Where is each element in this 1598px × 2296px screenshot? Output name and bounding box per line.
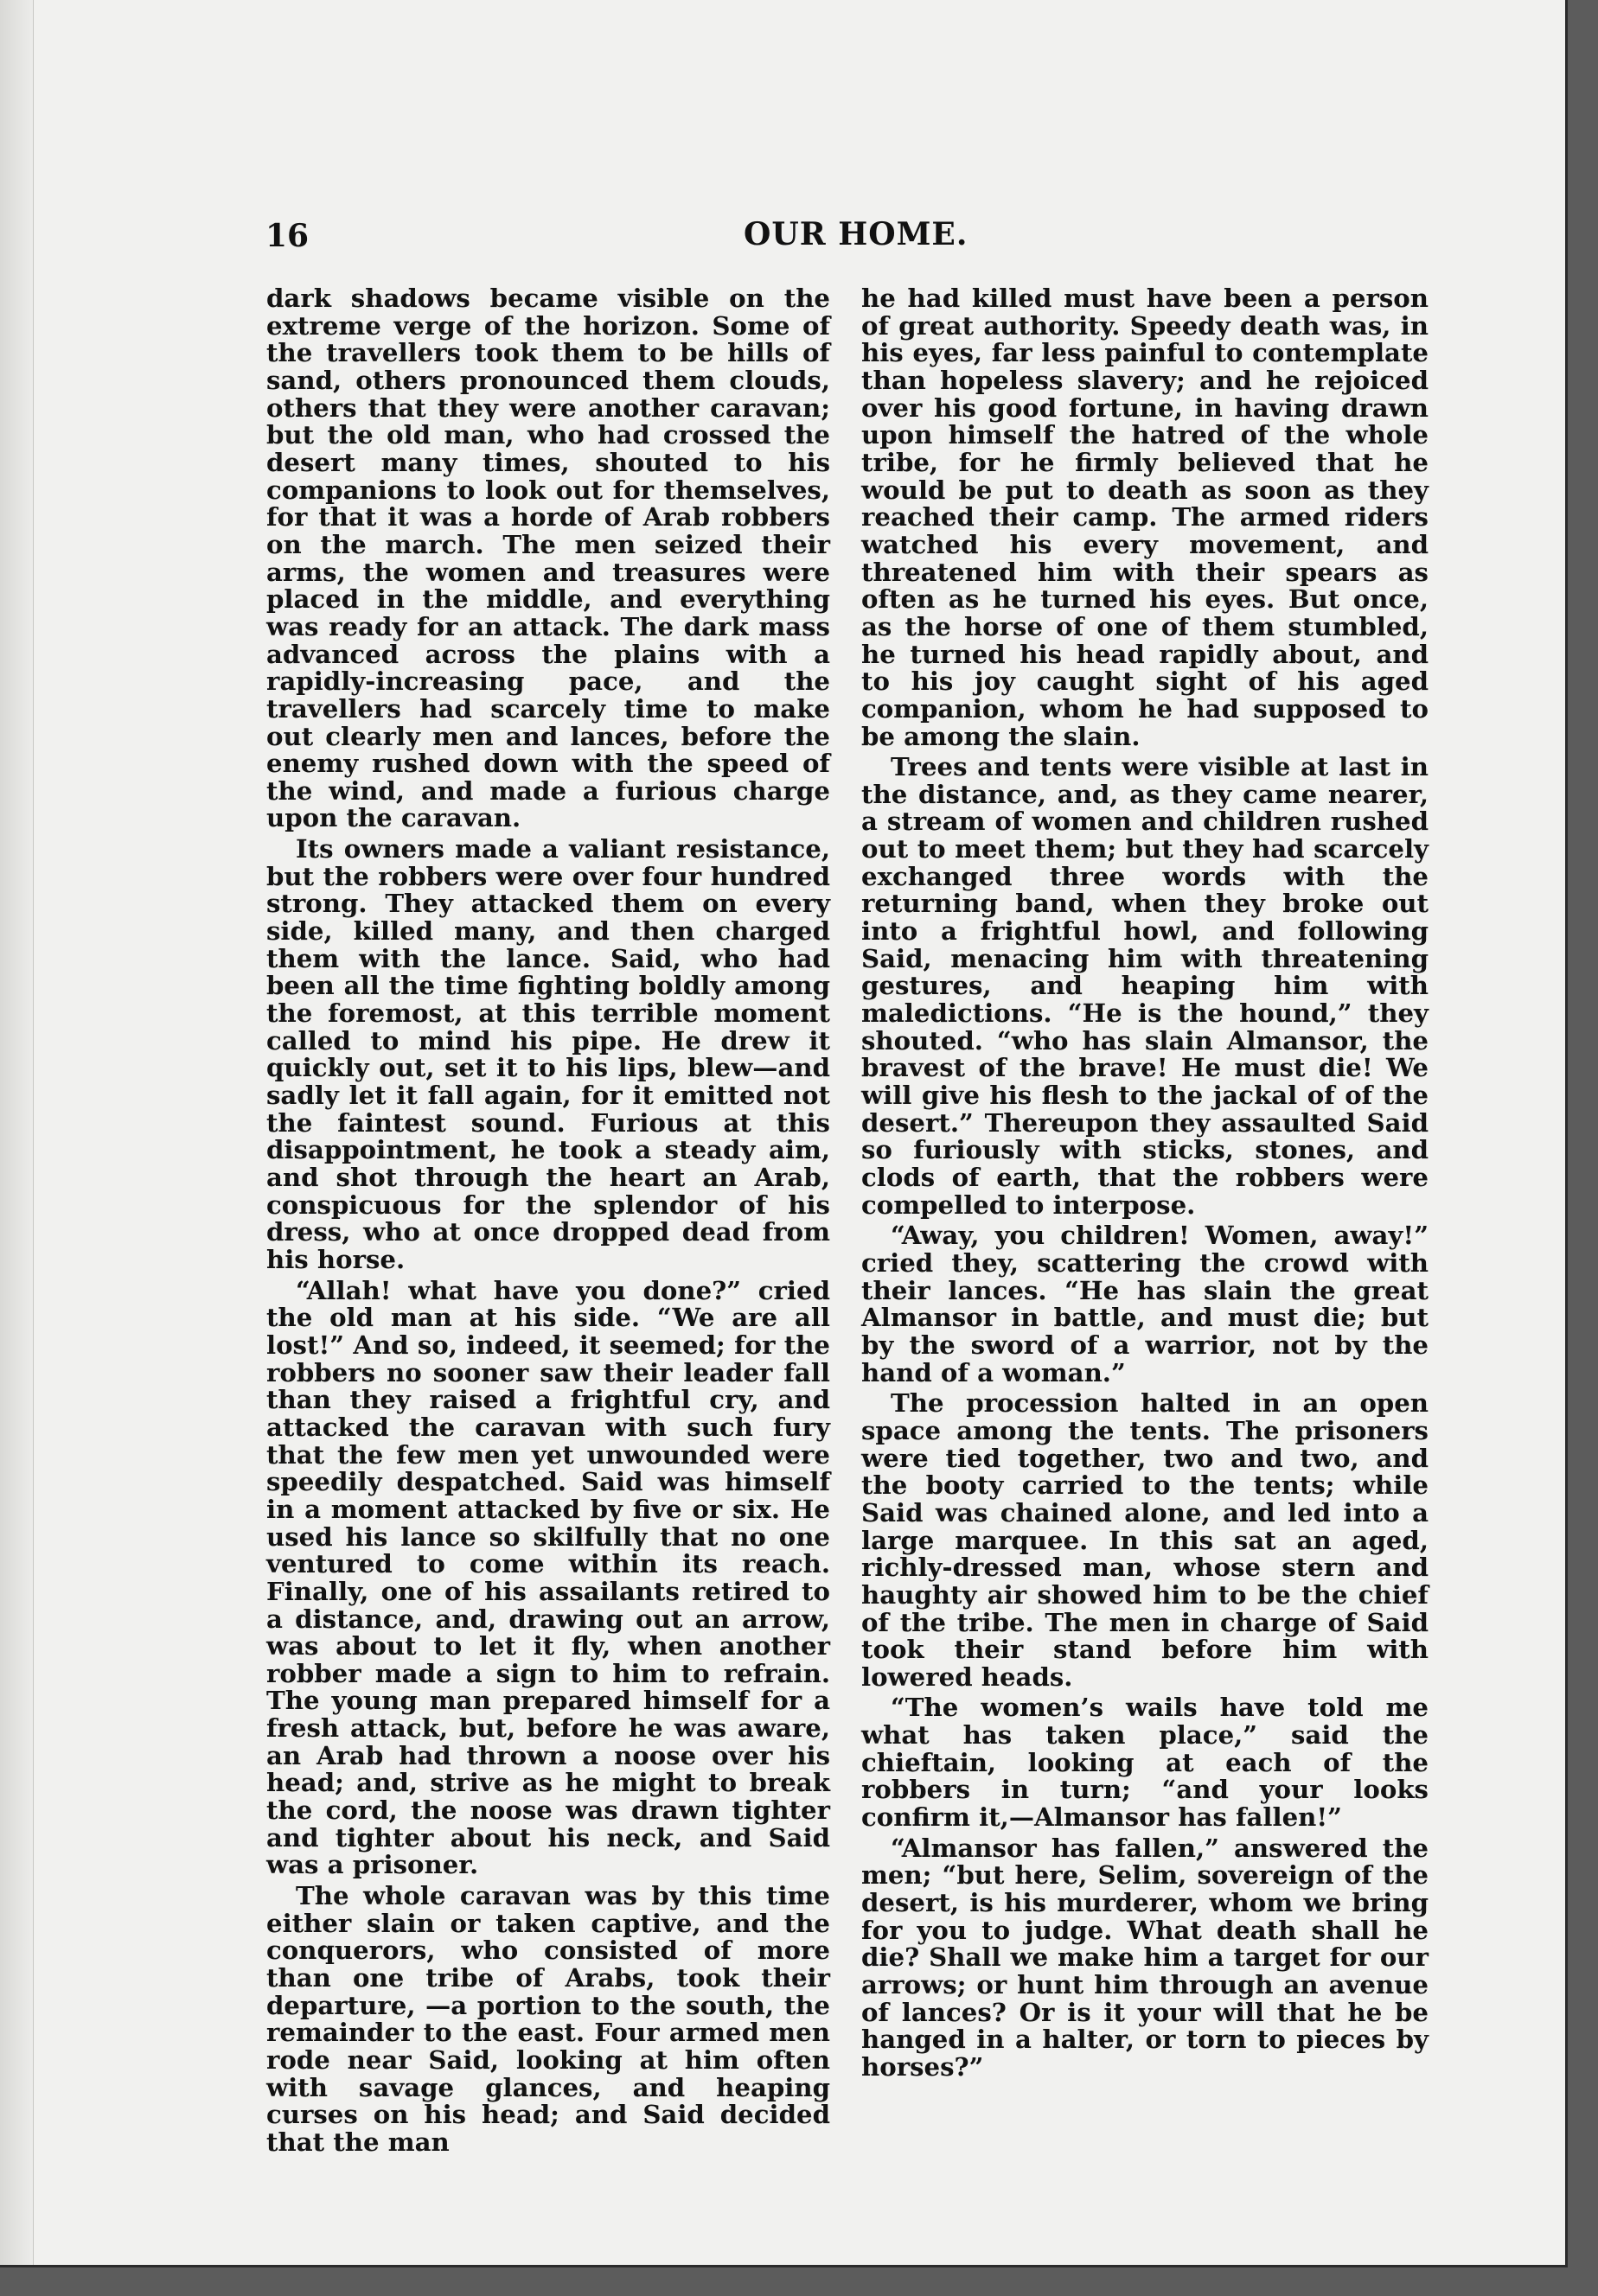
right-paragraph-4: The procession halted in an open space among the tents. The prisoners were tied together, two and two, and the booty carried to the tents; while Said was chained alone, and led into a large marquee. In this sat an aged, richly-dressed man, whose stern and haughty air showed him to be the chief of the tribe. The men in charge of Said took their stand before him with lowered heads. bbox=[861, 1388, 1429, 1692]
right-paragraph-1: he had killed must have been a person of great authority. Speedy death was, in his eyes, far less painful to contemplate than hopeless slavery; and he rejoiced over his good fortune, in having drawn upon himself the hatred of the whole tribe, for he firmly believed that he would be put to death as soon as they reached their camp. The armed riders watched his every movement, and threatened him with their spears as often as he turned his eyes. But once, as the horse of one of them stumbled, he turned his head rapidly about, and to his joy caught sight of his aged companion, whom he had supposed to be among the slain. bbox=[861, 284, 1429, 751]
right-paragraph-2: Trees and tents were visible at last in the distance, and, as they came nearer, a stream of women and children rushed out to meet them; but they had scarcely exchanged three words with the returning band, when they broke out into a frightful howl, and following Said, menacing him with threatening gestures, and heaping him with maledictions. “He is the hound,” they shouted. “who has slain Almansor, the bravest of the brave! He must die! We will give his flesh to the jackal of of the desert.” Thereupon they assaulted Said so furiously with sticks, stones, and clods of earth, that the robbers were compelled to interpose. bbox=[861, 752, 1429, 1220]
right-paragraph-3: “Away, you children! Women, away!” cried they, scattering the crowd with their lances. “He has slain the great Almansor in battle, and must die; but by the sword of a warrior, not by the hand of a woman.” bbox=[861, 1221, 1429, 1387]
page-binding-edge bbox=[0, 0, 34, 2265]
left-column bbox=[266, 285, 830, 2157]
left-paragraph-3: “Allah! what have you done?” cried the old man at his side. “We are all lost!” And so, indeed, it seemed; for the robbers no sooner saw their leader fall than they raised a frightful cry, and attacked the caravan with such fury that the few men yet unwounded were speedily despatched. Said was himself in a moment attacked by five or six. He used his lance so skilfully that no one ventured to come within its reach. Finally, one of his assailants retired to a distance, and, drawing out an arrow, was about to let it fly, when another robber made a sign to him to refrain. The young man prepared himself for a fresh attack, but, before he was aware, an Arab had thrown a noose over his head; and, strive as he might to break the cord, the noose was drawn tighter and tighter about his neck, and Said was a prisoner. bbox=[266, 1275, 830, 1880]
running-head: OUR HOME. bbox=[744, 216, 968, 252]
left-paragraph-4: The whole caravan was by this time either slain or taken captive, and the conquerors, who consisted of more than one tribe of Arabs, took their departure, —a portion to the south, the remainder to the east. Four armed men rode near Said, looking at him often with savage glances, and heaping curses on his head; and Said decided that the man bbox=[266, 1881, 830, 2157]
right-paragraph-6: “Almansor has fallen,” answered the men; “but here, Selim, sovereign of the desert, is his murderer, whom we bring for you to judge. What death shall he die? Shall we make him a target for our arrows; or hunt him through an avenue of lances? Or is it your will that he be hanged in a halter, or torn to pieces by horses?” bbox=[861, 1833, 1429, 2082]
right-paragraph-5: “The women’s wails have told me what has taken place,” said the chieftain, looking at each of the robbers in turn; “and your looks confirm it,—Almansor has fallen!” bbox=[861, 1693, 1429, 1833]
left-paragraph-1: dark shadows became visible on the extreme verge of the horizon. Some of the travellers took them to be hills of sand, others pronounced them clouds, others that they were another caravan; but the old man, who had crossed the desert many times, shouted to his companions to look out for themselves, for that it was a horde of Arab robbers on the march. The men seized their arms, the women and treasures were placed in the middle, and everything was ready for an attack. The dark mass advanced across the plains with a rapidly-increasing pace, and the travellers had scarcely time to make out clearly men and lances, before the enemy rushed down with the speed of the wind, and made a furious charge upon the caravan. bbox=[266, 284, 830, 833]
right-column bbox=[861, 285, 1429, 2082]
left-paragraph-2: Its owners made a valiant resistance, but the robbers were over four hundred strong. They attacked them on every side, killed many, and then charged them with the lance. Said, who had been all the time fighting boldly among the foremost, at this terrible moment called to mind his pipe. He drew it quickly out, set it to his lips, blew—and sadly let it fall again, for it emitted not the faintest sound. Furious at this disappointment, he took a steady aim, and shot through the heart an Arab, conspicuous for the splendor of his dress, who at once dropped dead from his horse. bbox=[266, 834, 830, 1274]
page-number: 16 bbox=[265, 218, 310, 254]
